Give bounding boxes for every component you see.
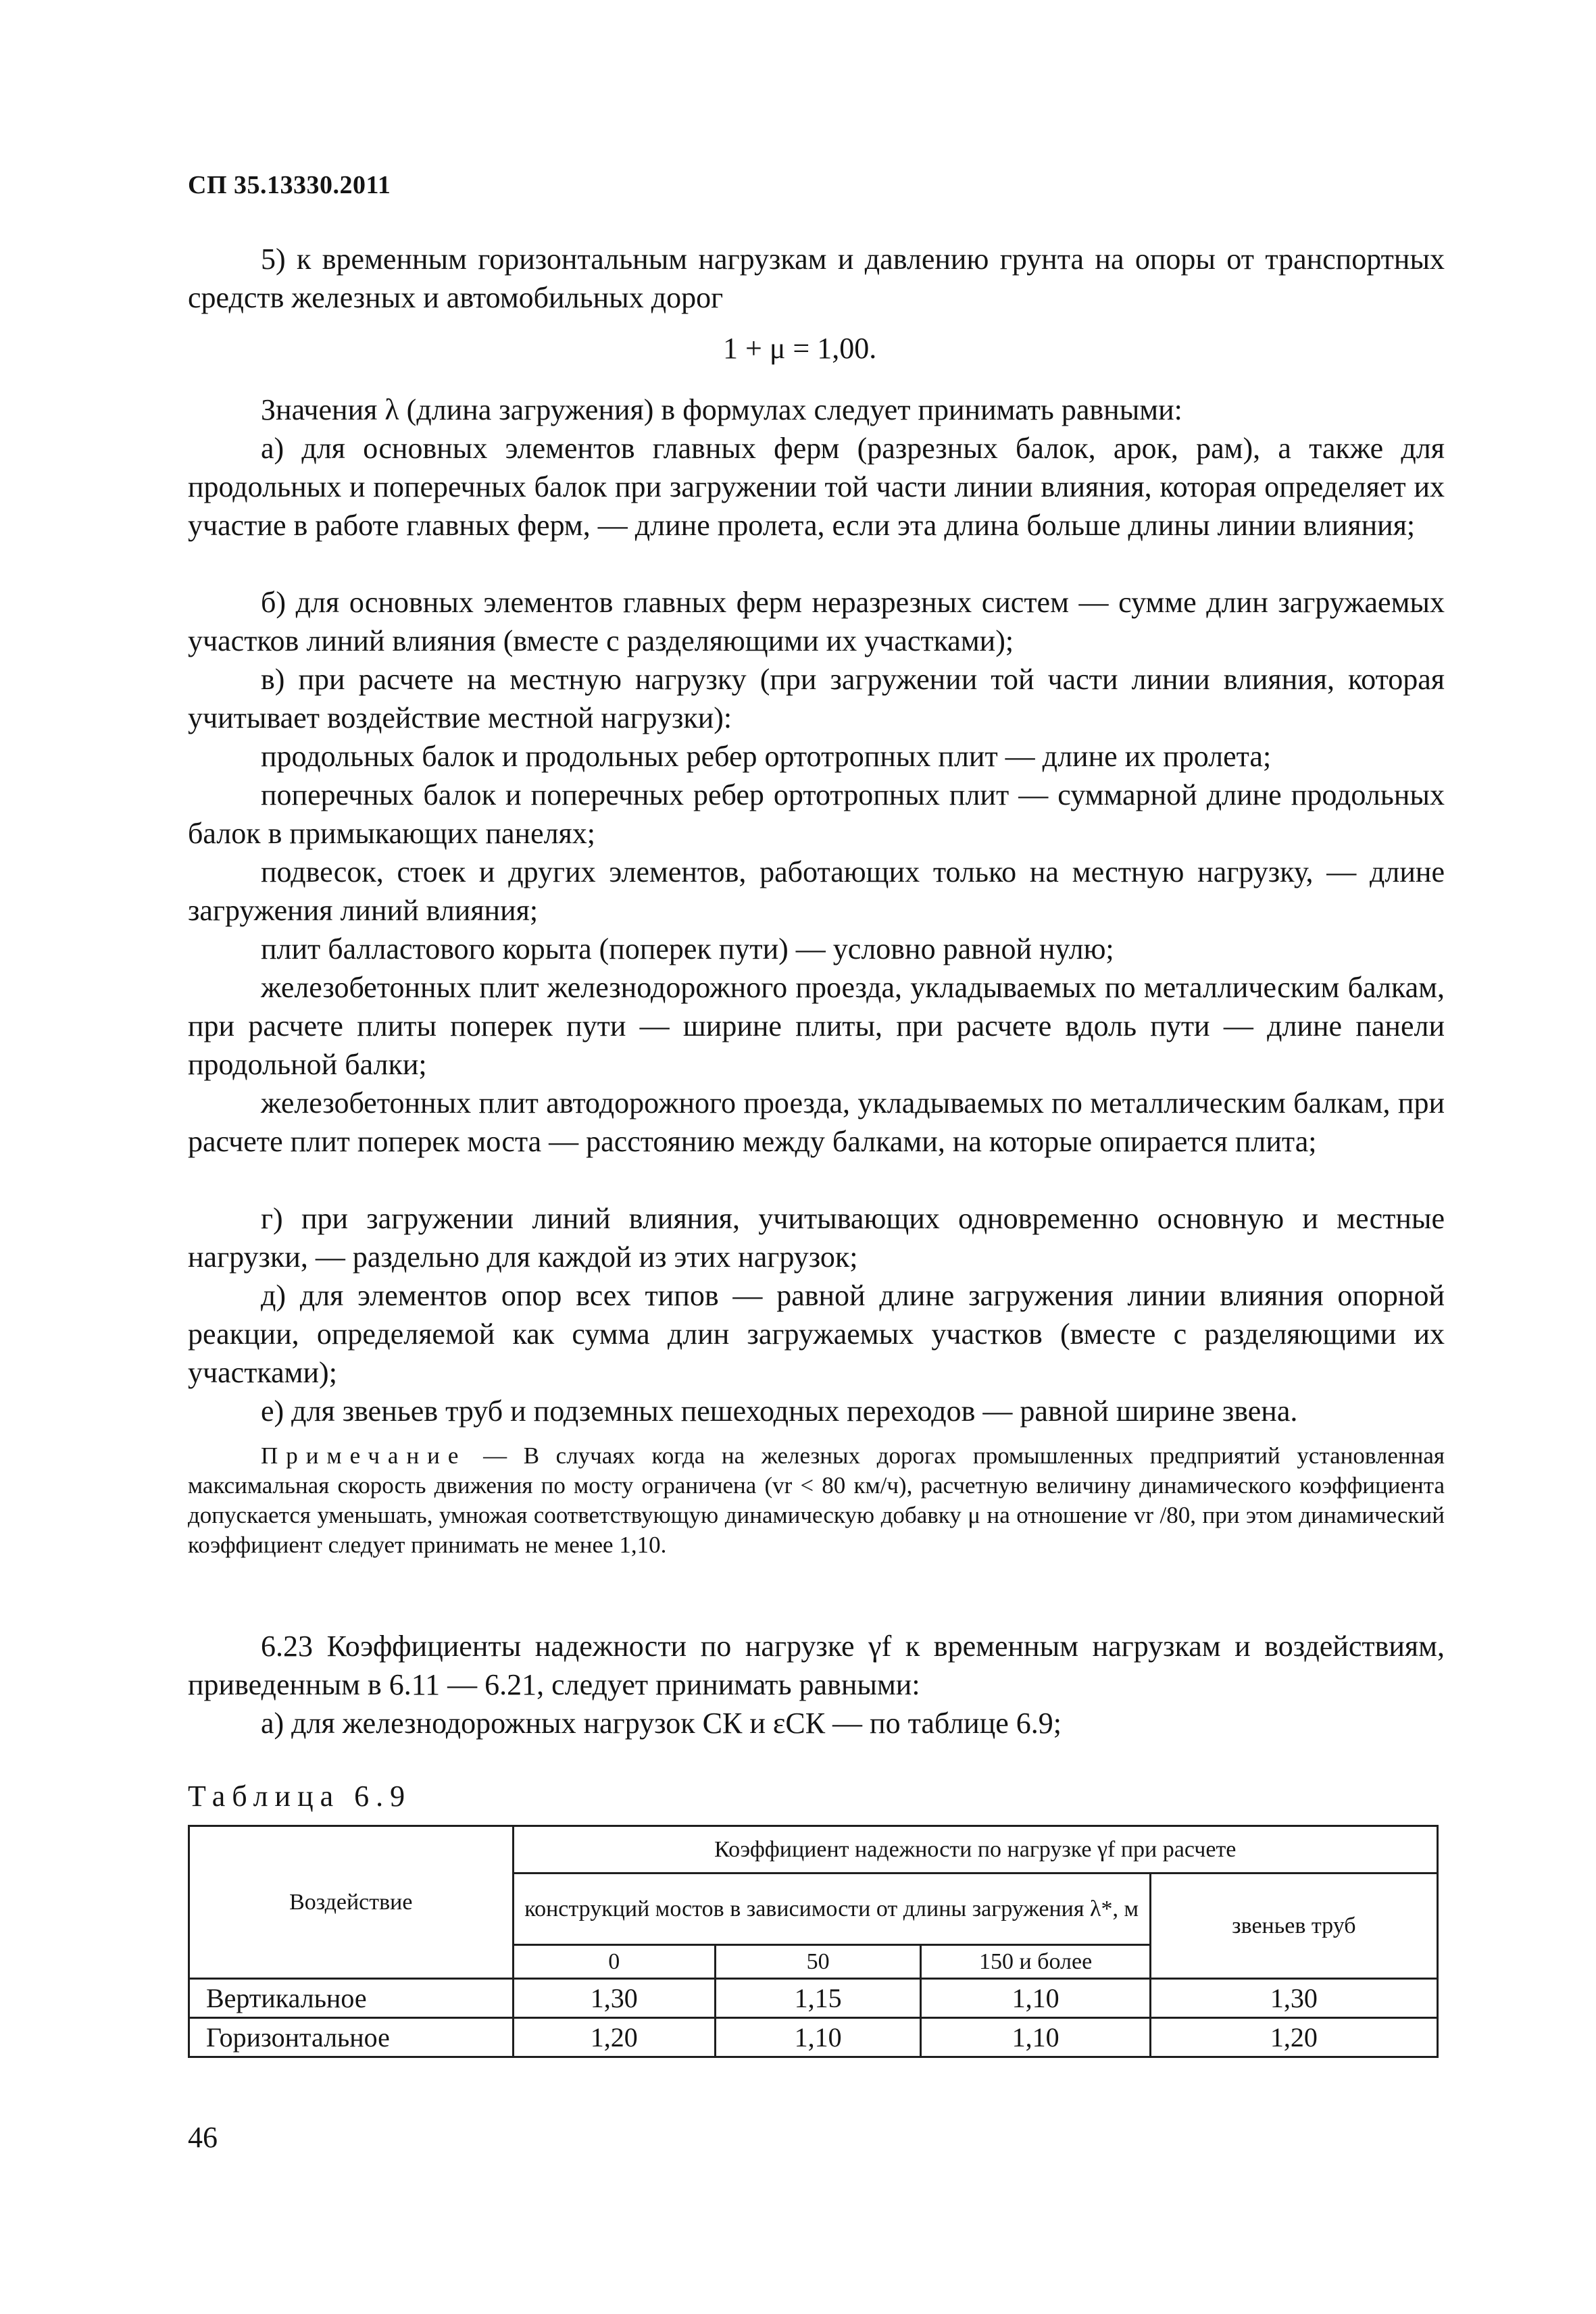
section-6-23-item-a: а) для железнодорожных нагрузок СК и εСК — по таблице 6.9;: [261, 1707, 1062, 1740]
table-row-label: Вертикальное: [189, 1979, 514, 2018]
table-row-label: Горизонтальное: [189, 2018, 514, 2057]
table-cell: 1,10: [921, 2018, 1150, 2057]
note-text: — В случаях когда на железных дорогах промышленных предприятий установленная максимальная скорость движения по мосту ограничена (vr < 80 км/ч), расчетную величину динамического коэффициента допускается уменьшать, умножая соответствующую динамическую добавку μ на отношение vr /80, при этом динамический коэффициент следует принимать не менее 1,10.: [188, 1442, 1445, 1558]
reliability-table: [188, 1825, 1439, 2058]
table-cell: 1,20: [513, 2018, 715, 2057]
table-subheader-150: 150 и более: [921, 1945, 1150, 1979]
paragraph-v5: железобетонных плит железнодорожного проезда, укладываемых по металлическим балкам, при расчете плиты поперек пути — ширине плиты, при расчете вдоль пути — длине панели продольной балки;: [188, 971, 1445, 1081]
section-6-23: 6.23 Коэффициенты надежности по нагрузке γf к временным нагрузкам и воздействиям, приведенным в 6.11 — 6.21, следует принимать равными:: [188, 1630, 1445, 1701]
note: [188, 1441, 1445, 1560]
table-header-action: Воздействие: [189, 1826, 514, 1979]
table-caption: Таблица 6.9: [188, 1780, 412, 1813]
formula: 1 + μ = 1,00.: [723, 332, 877, 365]
paragraph-v3: подвесок, стоек и других элементов, работающих только на местную нагрузку, — длине загружения линий влияния;: [188, 855, 1445, 927]
table-cell: 1,20: [1150, 2018, 1437, 2057]
document-code: СП 35.13330.2011: [188, 171, 391, 199]
table-row: [189, 2018, 1438, 2057]
table-row: [189, 1979, 1438, 2018]
table-cell: 1,30: [1150, 1979, 1437, 2018]
table-subheader-0: 0: [513, 1945, 715, 1979]
paragraph-v1: продольных балок и продольных ребер ортотропных плит — длине их пролета;: [261, 740, 1272, 773]
note-label: Примечание: [261, 1442, 467, 1469]
table-subheader-50: 50: [715, 1945, 920, 1979]
paragraph-b: б) для основных элементов главных ферм неразрезных систем — сумме длин загружаемых участков линий влияния (вместе с разделяющими их участками);: [188, 586, 1445, 657]
table-header-bridges: конструкций мостов в зависимости от длины загружения λ*, м: [513, 1873, 1150, 1945]
table-cell: 1,10: [715, 2018, 920, 2057]
paragraph-g: г) при загружении линий влияния, учитывающих одновременно основную и местные нагрузки, — раздельно для каждой из этих нагрузок;: [188, 1202, 1445, 1274]
table-cell: 1,15: [715, 1979, 920, 2018]
table-cell: 1,30: [513, 1979, 715, 2018]
paragraph-v: в) при расчете на местную нагрузку (при загружении той части линии влияния, которая учитывает воздействие местной нагрузки):: [188, 663, 1445, 734]
table-header-group: Коэффициент надежности по нагрузке γf при расчете: [513, 1826, 1437, 1873]
paragraph-v2: поперечных балок и поперечных ребер ортотропных плит — суммарной длине продольных балок в примыкающих панелях;: [188, 778, 1445, 850]
paragraph-e: е) для звеньев труб и подземных пешеходных переходов — равной ширине звена.: [261, 1394, 1298, 1428]
table-header-pipes: звеньев труб: [1150, 1873, 1437, 1979]
table-cell: 1,10: [921, 1979, 1150, 2018]
page-number: 46: [188, 2121, 218, 2154]
paragraph-v6: железобетонных плит автодорожного проезда, укладываемых по металлическим балкам, при расчете плит поперек моста — расстоянию между балками, на которые опирается плита;: [188, 1086, 1445, 1158]
paragraph-5: 5) к временным горизонтальным нагрузкам и давлению грунта на опоры от транспортных средств железных и автомобильных дорог: [188, 243, 1445, 314]
paragraph-a: а) для основных элементов главных ферм (разрезных балок, арок, рам), а также для продольных и поперечных балок при загружении той части линии влияния, которая определяет их участие в работе главных ферм, — длине пролета, если эта длина больше длины линии влияния;: [188, 432, 1445, 542]
paragraph-v4: плит балластового корыта (поперек пути) — условно равной нулю;: [261, 932, 1114, 965]
paragraph-lambda-intro: Значения λ (длина загружения) в формулах следует принимать равными:: [261, 393, 1182, 426]
paragraph-d: д) для элементов опор всех типов — равной длине загружения линии влияния опорной реакции, определяемой как сумма длин загружаемых участков (вместе с разделяющими их участками);: [188, 1279, 1445, 1389]
